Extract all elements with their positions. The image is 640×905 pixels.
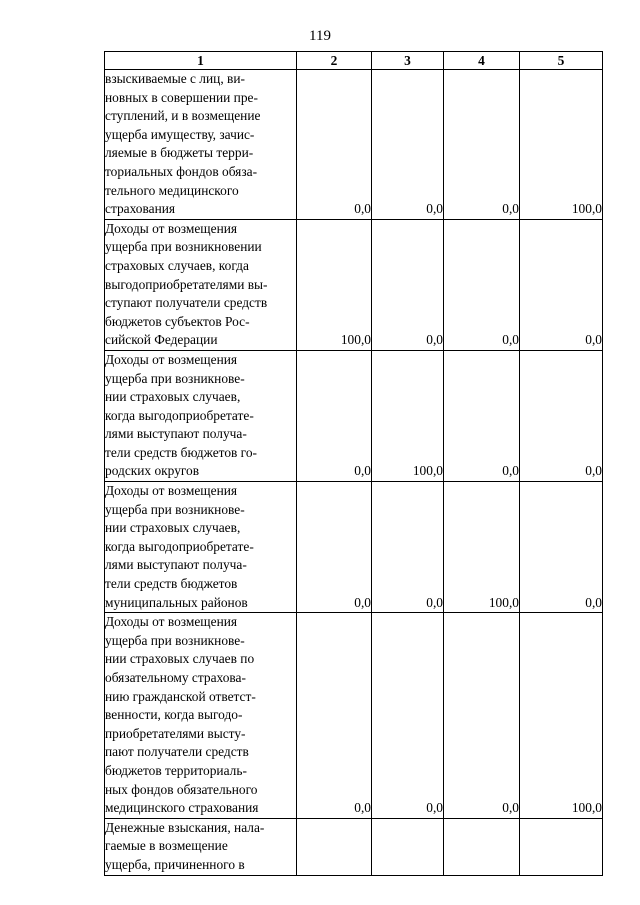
value-cell-col-5: 0,0 — [520, 482, 603, 613]
description-line: бюджетов территориаль- — [105, 762, 247, 778]
column-header-1: 1 — [105, 52, 297, 70]
row-description — [105, 482, 297, 613]
description-line: Доходы от возмещения — [105, 220, 238, 236]
row-description — [105, 70, 297, 220]
description-line: пают получатели средств — [105, 744, 249, 760]
description-line: ториальных фондов обяза- — [105, 163, 258, 179]
column-header-3: 3 — [372, 52, 444, 70]
value-cell-col-4: 0,0 — [444, 613, 520, 819]
description-line: сийской Федерации — [105, 332, 218, 348]
description-line: ущерба имуществу, зачис- — [105, 126, 255, 142]
value-cell-col-4: 0,0 — [444, 219, 520, 350]
description-line: нии страховых случаев, — [105, 389, 241, 405]
value-cell-col-3: 0,0 — [372, 70, 444, 220]
value-cell-col-5: 100,0 — [520, 613, 603, 819]
description-line: ных фондов обязательного — [105, 781, 258, 797]
column-header-5: 5 — [520, 52, 603, 70]
table-row — [105, 818, 603, 875]
description-line: взыскиваемые с лиц, ви- — [105, 71, 245, 86]
value-cell-col-5: 0,0 — [520, 219, 603, 350]
row-description — [105, 818, 297, 875]
description-line: приобретателями высту- — [105, 725, 246, 741]
description-line: родских округов — [105, 463, 200, 479]
table-row — [105, 70, 603, 220]
description-line: ущерба, причиненного в — [105, 856, 245, 872]
row-description — [105, 350, 297, 481]
page-number: 119 — [309, 28, 331, 44]
table-row — [105, 613, 603, 819]
value-cell-col-2: 100,0 — [297, 219, 372, 350]
value-cell-col-4: 100,0 — [444, 482, 520, 613]
value-cell-col-3: 0,0 — [372, 613, 444, 819]
description-line: гаемые в возмещение — [105, 838, 228, 854]
value-cell-col-2 — [297, 818, 372, 875]
table-row — [105, 350, 603, 481]
value-cell-col-2: 0,0 — [297, 482, 372, 613]
description-line: бюджетов субъектов Рос- — [105, 313, 250, 329]
description-line: страхования — [105, 201, 176, 217]
table-row — [105, 482, 603, 613]
description-line: ступлений, и в возмещение — [105, 108, 261, 124]
description-line: Доходы от возмещения — [105, 483, 238, 499]
description-line: тельного медицинского — [105, 182, 239, 198]
description-line: нии страховых случаев по — [105, 651, 255, 667]
column-header-4: 4 — [444, 52, 520, 70]
value-cell-col-5 — [520, 818, 603, 875]
description-line: обязательному страхова- — [105, 670, 246, 685]
description-line: ущерба при возникнове- — [105, 632, 245, 648]
revenue-table — [104, 51, 603, 876]
description-line: медицинского страхования — [105, 800, 259, 816]
description-line: новных в совершении пре- — [105, 89, 258, 105]
description-line: Доходы от возмещения — [105, 614, 238, 630]
header-row — [105, 52, 603, 70]
value-cell-col-4 — [444, 818, 520, 875]
value-cell-col-4: 0,0 — [444, 70, 520, 220]
row-description — [105, 613, 297, 819]
description-line: венности, когда выгодо- — [105, 707, 243, 723]
description-line: страховых случаев, когда — [105, 257, 249, 273]
description-line: Доходы от возмещения — [105, 351, 238, 367]
table-row — [105, 219, 603, 350]
description-line: Денежные взыскания, нала- — [105, 819, 265, 835]
description-line: лями выступают получа- — [105, 426, 247, 442]
description-line: когда выгодоприобретате- — [105, 538, 254, 554]
description-line: тели средств бюджетов — [105, 576, 238, 592]
column-header-2: 2 — [297, 52, 372, 70]
description-line: ущерба при возникнове- — [105, 370, 245, 386]
table-body — [105, 70, 603, 876]
row-description — [105, 219, 297, 350]
value-cell-col-2: 0,0 — [297, 70, 372, 220]
value-cell-col-5: 100,0 — [520, 70, 603, 220]
description-line: муниципальных районов — [105, 594, 248, 610]
value-cell-col-2: 0,0 — [297, 613, 372, 819]
description-line: ущерба при возникновении — [105, 239, 262, 255]
description-line: ступают получатели средств — [105, 295, 268, 311]
description-line: выгодоприобретателями вы- — [105, 276, 268, 292]
description-line: ляемые в бюджеты терри- — [105, 145, 254, 161]
description-line: нию гражданской ответст- — [105, 688, 256, 704]
value-cell-col-3 — [372, 818, 444, 875]
description-line: нии страховых случаев, — [105, 520, 241, 536]
description-line: когда выгодоприобретате- — [105, 407, 254, 423]
value-cell-col-3: 100,0 — [372, 350, 444, 481]
value-cell-col-3: 0,0 — [372, 482, 444, 613]
value-cell-col-2: 0,0 — [297, 350, 372, 481]
value-cell-col-4: 0,0 — [444, 350, 520, 481]
value-cell-col-3: 0,0 — [372, 219, 444, 350]
description-line: тели средств бюджетов го- — [105, 444, 257, 460]
description-line: лями выступают получа- — [105, 557, 247, 573]
value-cell-col-5: 0,0 — [520, 350, 603, 481]
description-line: ущерба при возникнове- — [105, 501, 245, 517]
